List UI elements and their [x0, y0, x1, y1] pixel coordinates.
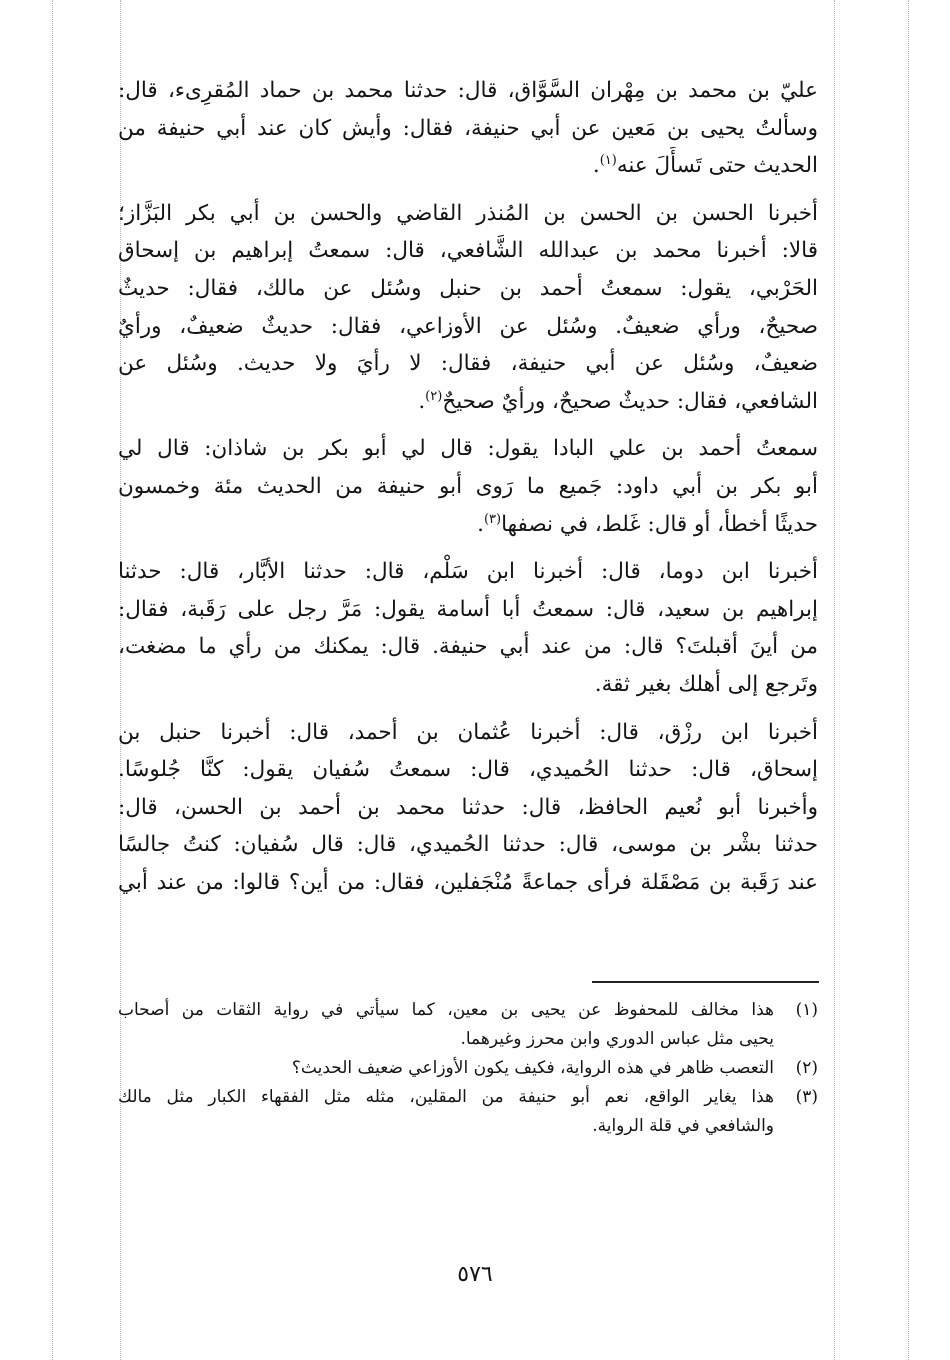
- text-line: أخبرنا ابن دوما، قال: أخبرنا ابن سَلْم، قال: حدثنا الأبَّار، قال: حدثنا: [118, 559, 818, 585]
- footnote-marker[interactable]: (٢): [425, 388, 443, 404]
- text-line: أبو بكر بن أبي داود: جَميع ما رَوى أبو حنيفة من الحديث مئة وخمسون: [118, 473, 818, 499]
- footnote-line: والشافعي في قلة الرواية.: [592, 1116, 774, 1136]
- text-line: [118, 147, 818, 185]
- footnote-line: التعصب ظاهر في هذه الرواية، فكيف يكون الأوزاعي ضعيف الحديث؟: [291, 1058, 774, 1078]
- text-line-content: حديثًا أخطأ، أو قال: غَلط، في نصفها: [501, 511, 818, 537]
- scan-artifact-line: [52, 0, 53, 1360]
- footnote-line: هذا مخالف للمحفوظ عن يحيى بن معين، كما سيأتي في رواية الثقات من أصحاب: [118, 1000, 774, 1020]
- text-line: أخبرنا الحسن بن الحسن بن المُنذر القاضي والحسن بن أبي بكر البَزَّاز؛: [118, 200, 818, 226]
- footnote-marker[interactable]: (١): [599, 153, 617, 169]
- sentence-end: .: [418, 388, 426, 414]
- text-line: سمعتُ أحمد بن علي البادا يقول: قال لي أبو بكر بن شاذان: قال لي: [118, 436, 818, 462]
- footnote-marker[interactable]: (٣): [483, 511, 502, 527]
- footnote: [118, 996, 818, 1054]
- footnotes-section: [118, 996, 818, 1141]
- paragraph: [118, 714, 818, 902]
- text-line-content: الشافعي، فقال: حديثٌ صحيحٌ، ورأيٌ صحيحٌ: [442, 388, 818, 414]
- text-line: وتَرجع إلى أهلك بغير ثقة.: [594, 671, 818, 697]
- footnote: [118, 1054, 818, 1083]
- footnote-text: [118, 1054, 774, 1083]
- paragraph: [118, 72, 818, 185]
- footnote-text: [118, 1083, 774, 1141]
- text-line: إسحاق، قال: حدثنا الحُميدي، قال: سمعتُ سُفيان يقول: كنَّا جُلوسًا.: [118, 757, 818, 783]
- paragraph: [118, 430, 818, 543]
- scan-artifact-line: [834, 0, 835, 1360]
- text-line: ضعيفٌ، وسُئل عن أبي حنيفة، فقال: لا رأيَ ولا حديث. وسُئل عن: [118, 351, 818, 377]
- sentence-end: .: [477, 511, 484, 537]
- footnote-text: [118, 996, 774, 1054]
- text-line: عليّ بن محمد بن مِهْران السَّوَّاق، قال: حدثنا محمد بن حماد المُقرِىء، قال:: [118, 78, 818, 103]
- text-line: عند رَقَبة بن مَصْقَلة فرأى جماعةً مُنْجَفلين، فقال: من أين؟ قالوا: من عند أبي: [118, 869, 818, 895]
- text-line: الحَرْبي، يقول: سمعتُ أحمد بن حنبل وسُئل عن مالك، فقال: حديثٌ: [118, 275, 818, 301]
- text-line: صحيحٌ، ورأي ضعيفٌ. وسُئل عن الأوزاعي، فقال: حديثٌ ضعيفٌ، ورأيٌ: [118, 313, 818, 339]
- text-line: أخبرنا ابن رزْق، قال: أخبرنا عُثمان بن أحمد، قال: أخبرنا حنبل بن: [118, 719, 818, 745]
- text-line: حدثنا بشْر بن موسى، قال: حدثنا الحُميدي، قال: قال سُفيان: كنتُ جالسًا: [118, 832, 818, 858]
- text-line: [118, 383, 818, 421]
- text-line: من أينَ أقبلتَ؟ قال: من عند أبي حنيفة. قال: يمكنك من رأي ما مضغت،: [118, 634, 818, 660]
- footnote-number: (٣): [795, 1087, 818, 1107]
- paragraph: [118, 553, 818, 703]
- footnote-line: يحيى مثل عباس الدوري وابن محرز وغيرهما.: [460, 1029, 774, 1049]
- text-line: [118, 506, 818, 544]
- main-text-body: [118, 72, 818, 911]
- footnote-separator: [592, 981, 819, 983]
- footnote: [118, 1083, 818, 1141]
- footnote-number: (٢): [795, 1058, 818, 1078]
- page-number: ٥٧٦: [457, 1262, 493, 1287]
- footnote-number: (١): [795, 1000, 818, 1020]
- footnote-line: هذا يغاير الواقع، نعم أبو حنيفة من المقلين، مثله مثل الفقهاء الكبار مثل مالك: [118, 1087, 774, 1107]
- scan-artifact-line: [908, 0, 909, 1360]
- text-line-content: الحديث حتى تَسأَلَ عنه: [616, 153, 818, 179]
- paragraph: [118, 195, 818, 421]
- text-line: قالا: أخبرنا محمد بن عبدالله الشَّافعي، قال: سمعتُ إبراهيم بن إسحاق: [118, 238, 818, 264]
- sentence-end: .: [592, 153, 600, 179]
- text-line: وأخبرنا أبو نُعيم الحافظ، قال: حدثنا محمد بن أحمد بن الحسن، قال:: [118, 794, 818, 820]
- text-line: وسألتُ يحيى بن مَعين عن أبي حنيفة، فقال: وأيش كان عند أبي حنيفة من: [118, 115, 818, 141]
- text-line: إبراهيم بن سعيد، قال: سمعتُ أبا أسامة يقول: مَرَّ رجل على رَقَبة، فقال:: [118, 596, 818, 622]
